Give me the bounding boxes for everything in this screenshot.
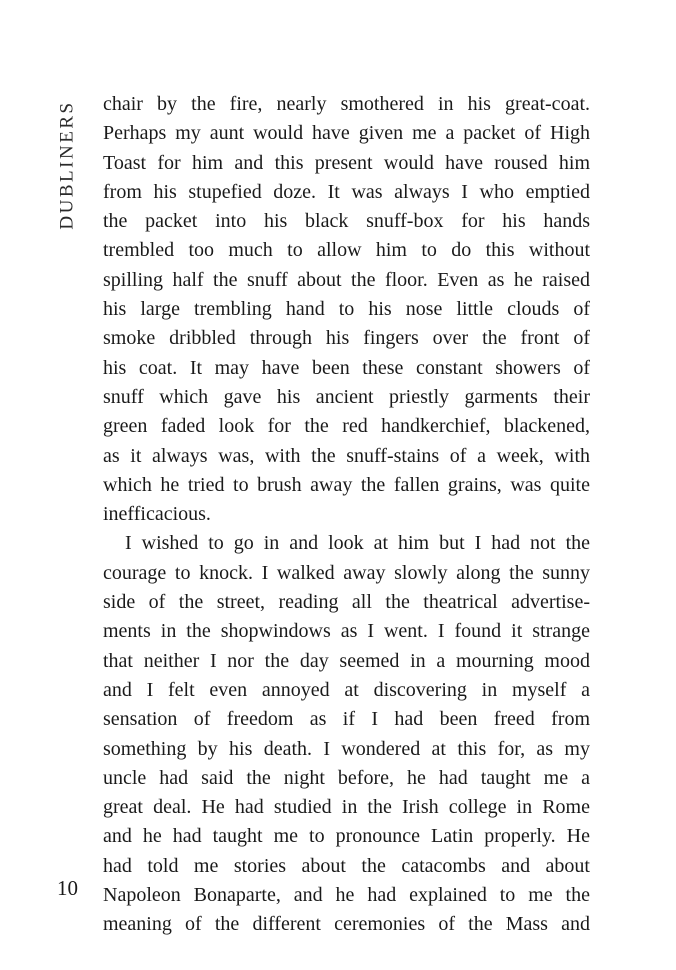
page-number: 10 [57, 876, 78, 900]
running-head [56, 95, 80, 235]
text-line: Napoleon Bonaparte, and he had explained to me the [103, 884, 590, 907]
text-line: courage to knock. I walked away slowly along the sunny [103, 561, 590, 584]
text-line: and I felt even annoyed at discovering in myself a [103, 678, 590, 701]
text-line: as it always was, with the snuff-stains of a week, with [103, 444, 590, 467]
text-line: inefficacious. [103, 503, 211, 526]
text-line: chair by the fire, nearly smothered in his great-coat. [103, 93, 590, 115]
body-text [103, 90, 590, 940]
text-line: trembled too much to allow him to do this without [103, 239, 590, 262]
text-line: that neither I nor the day seemed in a mourning mood [103, 649, 590, 672]
text-line: and he had taught me to pronounce Latin properly. He [103, 825, 590, 848]
text-line: sensation of freedom as if I had been freed from [103, 708, 590, 731]
text-line: uncle had said the night before, he had taught me a [103, 766, 590, 789]
text-line: which he tried to brush away the fallen grains, was quite [103, 473, 590, 496]
text-line: something by his death. I wondered at this for, as my [103, 737, 590, 760]
text-line: meaning of the different ceremonies of the Mass and [103, 913, 590, 936]
text-line: snuff which gave his ancient priestly garments their [103, 385, 590, 408]
text-line: I wished to go in and look at him but I had not the [125, 532, 590, 555]
text-line: from his stupefied doze. It was always I who emptied [103, 180, 590, 203]
text-line: Toast for him and this present would have roused him [103, 151, 590, 174]
text-line: his large trembling hand to his nose little clouds of [103, 298, 590, 321]
paragraph [103, 529, 590, 939]
text-line: great deal. He had studied in the Irish college in Rome [103, 796, 590, 819]
running-head-text: DUBLINERS [57, 100, 78, 230]
paragraph [103, 90, 590, 529]
text-line: his coat. It may have been these constant showers of [103, 356, 590, 379]
text-line: spilling half the snuff about the floor. Even as he raised [103, 268, 590, 291]
text-line: green faded look for the red handkerchief, blackened, [103, 415, 590, 438]
text-line: smoke dribbled through his fingers over the front of [103, 327, 590, 350]
text-line: Perhaps my aunt would have given me a packet of High [103, 122, 590, 145]
text-line: the packet into his black snuff-box for his hands [103, 210, 590, 233]
text-line: ments in the shopwindows as I went. I found it strange [103, 620, 590, 643]
text-line: had told me stories about the catacombs and about [103, 854, 590, 877]
text-line: side of the street, reading all the theatrical advertise- [103, 591, 590, 614]
